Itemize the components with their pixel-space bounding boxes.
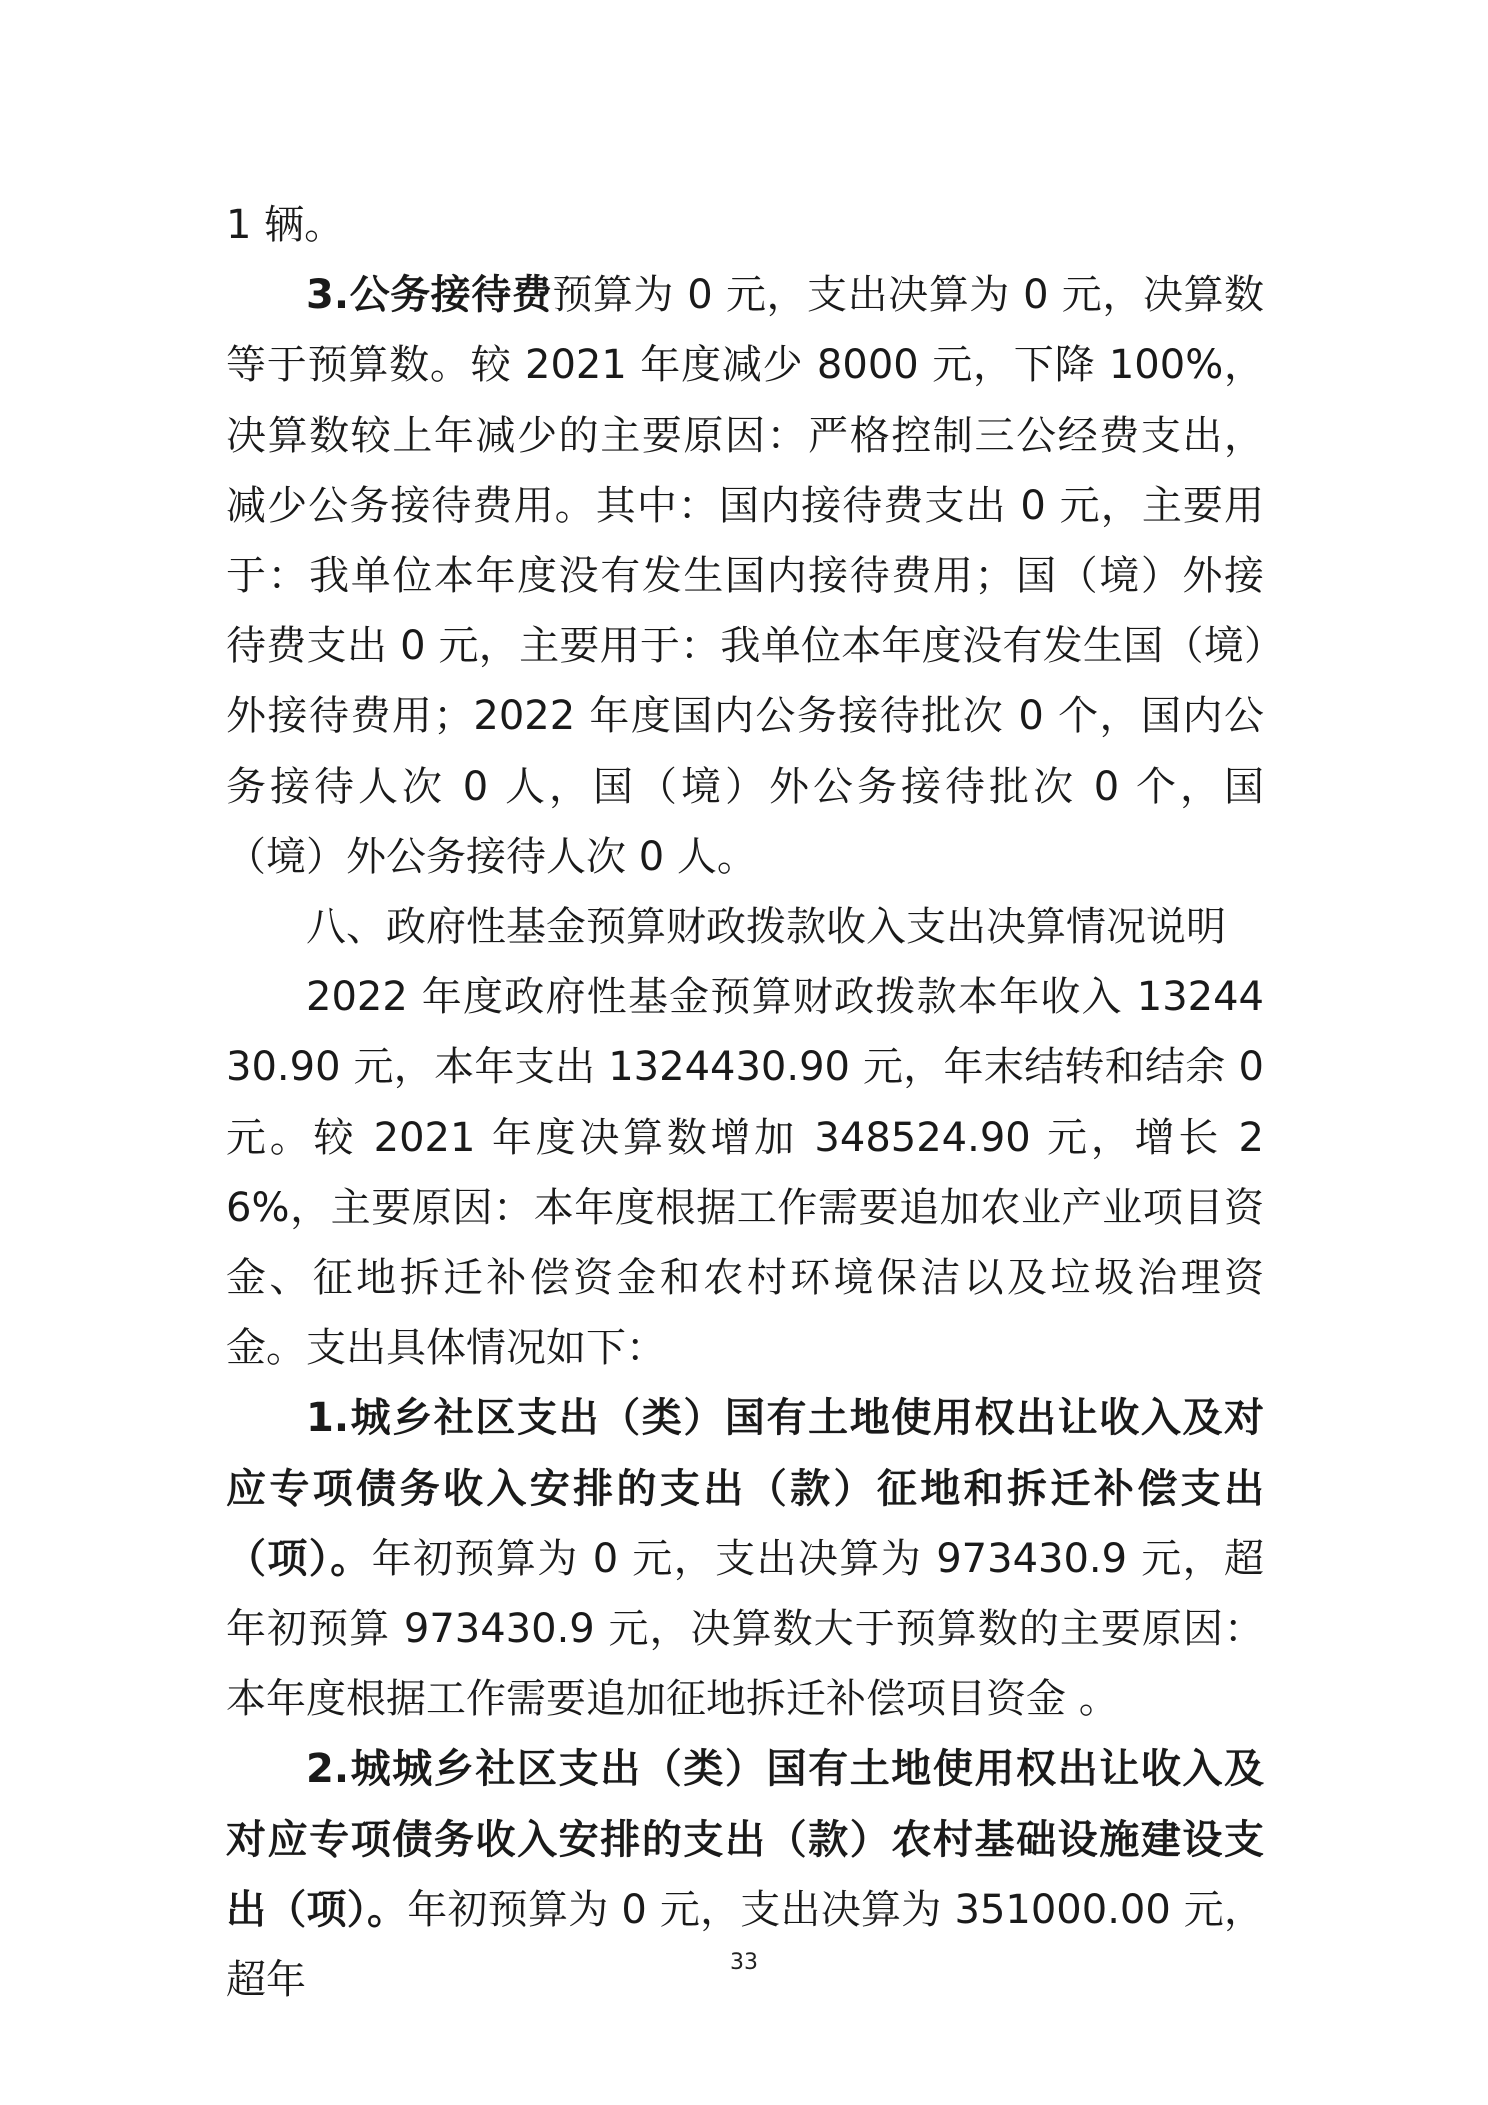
paragraph-reception-fee bbox=[226, 260, 1264, 892]
paragraph-text: 年初预算为 0 元，支出决算为 973430.9 元，超年初预算 973430.9 元，决算数大于预算数的主要原因：本年度根据工作需要追加征地拆迁补偿项目资金 。 bbox=[226, 1535, 1264, 1723]
page-number: 33 bbox=[730, 1950, 758, 1975]
paragraph-item-1 bbox=[226, 1383, 1264, 1734]
paragraph-continuation bbox=[226, 190, 1264, 260]
section-heading-text: 八、政府性基金预算财政拨款收入支出决算情况说明 bbox=[306, 904, 1226, 951]
document-body bbox=[226, 190, 1264, 2015]
paragraph-text: 2022 年度政府性基金预算财政拨款本年收入 1324430.90 元，本年支出 1324430.90 元，年末结转和结余 0 元。较 2021 年度决算数增加 348524.90 元，增长 26%，主要原因：本年度根据工作需要追加农业产业项目资金、征地拆迁补偿资金和农村环境保洁以及垃圾治理资金。支出具体情况如下： bbox=[226, 974, 1264, 1372]
paragraph-heading: 2.城城乡社区支出（类）国有土地使用权出让收入及对应专项债务收入安排的支出（款）农村基础设施建设支出（项）。 bbox=[226, 1746, 1264, 1933]
paragraph-fund-overview bbox=[226, 962, 1264, 1383]
paragraph-heading: 3.公务接待费 bbox=[306, 272, 553, 319]
paragraph-text: 1 辆。 bbox=[226, 202, 345, 248]
paragraph-text: 预算为 0 元，支出决算为 0 元，决算数等于预算数。较 2021 年度减少 8000 元，下降 100%，决算数较上年减少的主要原因：严格控制三公经费支出，减少公务接待费用。其中：国内接待费支出 0 元，主要用于：我单位本年度没有发生国内接待费用；国（境）外接待费支出 0 元，主要用于：我单位本年度没有发生国（境）外接待费用；2022 年度国内公务接待批次 0 个，国内公务接待人次 0 人，国（境）外公务接待批次 0 个，国（境）外公务接待人次 0 人。 bbox=[226, 272, 1264, 880]
paragraph-heading: 1.城乡社区支出（类）国有土地使用权出让收入及对应专项债务收入安排的支出（款）征地和拆迁补偿支出（项）。 bbox=[226, 1395, 1264, 1582]
section-heading bbox=[226, 892, 1264, 962]
paragraph-text: 年初预算为 0 元，支出决算为 351000.00 元，超年 bbox=[226, 1886, 1265, 2004]
